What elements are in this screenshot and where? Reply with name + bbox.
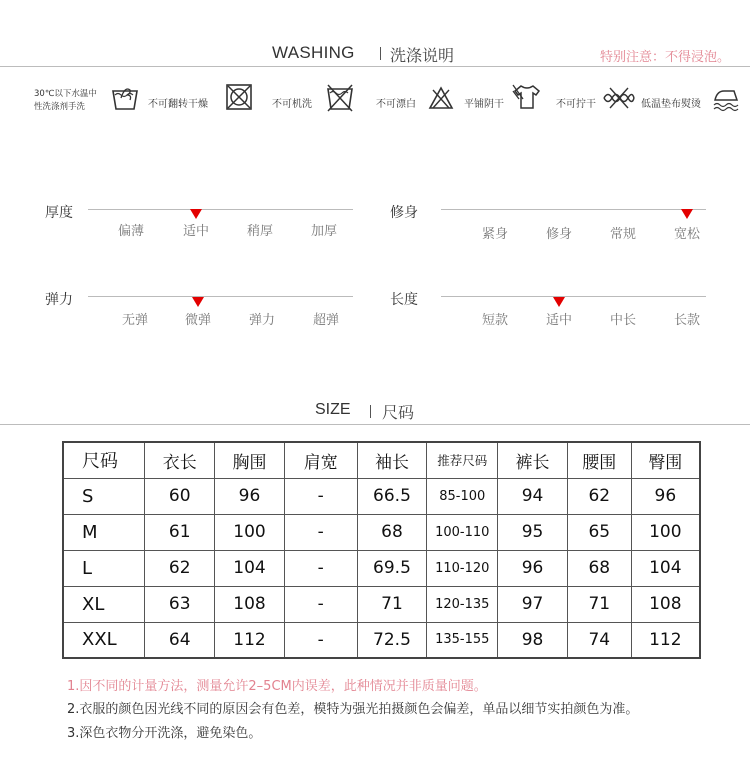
attr-option: 适中 bbox=[545, 313, 572, 328]
attr-option: 宽松 bbox=[673, 227, 700, 242]
table-row bbox=[63, 550, 700, 586]
attr-option: 中长 bbox=[609, 313, 636, 328]
header-cell: 裤长 bbox=[498, 442, 568, 478]
table-cell: 100 bbox=[215, 514, 285, 550]
table-cell: 112 bbox=[631, 622, 700, 658]
no-wring-icon bbox=[602, 86, 636, 110]
low-iron-label: 低温垫布熨烫 bbox=[641, 99, 701, 110]
header-cell: 腰围 bbox=[567, 442, 631, 478]
table-cell: 108 bbox=[215, 586, 285, 622]
no-machine-wash-icon bbox=[326, 82, 354, 112]
table-cell: XXL bbox=[63, 622, 145, 658]
table-cell: 65 bbox=[567, 514, 631, 550]
no-wring-label: 不可拧干 bbox=[556, 99, 596, 110]
table-cell: 61 bbox=[145, 514, 215, 550]
table-cell: 68 bbox=[357, 514, 427, 550]
washing-title-cn: 洗涤说明 bbox=[390, 46, 455, 65]
attr-label-elasticity: 弹力 bbox=[45, 292, 73, 308]
label-line: 30℃以下水温中 bbox=[34, 89, 97, 99]
attr-option: 长款 bbox=[673, 313, 700, 328]
no-bleach-icon bbox=[428, 86, 454, 110]
table-cell: L bbox=[63, 550, 145, 586]
attr-selected-marker bbox=[192, 297, 204, 307]
header-cell: 推荐尺码 bbox=[427, 442, 498, 478]
table-cell: 72.5 bbox=[357, 622, 427, 658]
attr-option: 加厚 bbox=[310, 224, 337, 239]
table-cell: 104 bbox=[631, 550, 700, 586]
flat-dry-label: 平铺阴干 bbox=[464, 99, 504, 110]
table-cell: - bbox=[284, 622, 357, 658]
attr-label-fit: 修身 bbox=[390, 205, 418, 221]
table-cell: 71 bbox=[357, 586, 427, 622]
table-cell: 62 bbox=[145, 550, 215, 586]
attr-option: 弹力 bbox=[248, 313, 275, 328]
table-cell: 96 bbox=[498, 550, 568, 586]
table-cell: 74 bbox=[567, 622, 631, 658]
attr-option: 短款 bbox=[481, 313, 508, 328]
header-cell: 臀围 bbox=[631, 442, 700, 478]
table-cell: 110-120 bbox=[427, 550, 498, 586]
washing-title-en: WASHING bbox=[272, 43, 355, 62]
title-divider bbox=[370, 405, 371, 418]
table-cell: 62 bbox=[567, 478, 631, 514]
attr-scale-line bbox=[88, 209, 353, 210]
flat-dry-shade-icon bbox=[511, 83, 543, 111]
table-cell: 69.5 bbox=[357, 550, 427, 586]
table-cell: 66.5 bbox=[357, 478, 427, 514]
table-cell: XL bbox=[63, 586, 145, 622]
table-cell: 96 bbox=[631, 478, 700, 514]
no-machine-wash-label: 不可机洗 bbox=[272, 99, 312, 110]
table-row bbox=[63, 586, 700, 622]
table-cell: 68 bbox=[567, 550, 631, 586]
table-cell: 96 bbox=[215, 478, 285, 514]
attr-scale-line bbox=[88, 296, 353, 297]
attr-scale-line bbox=[441, 209, 706, 210]
attr-selected-marker bbox=[190, 209, 202, 219]
table-cell: 60 bbox=[145, 478, 215, 514]
table-cell: 85-100 bbox=[427, 478, 498, 514]
table-cell: 135-155 bbox=[427, 622, 498, 658]
table-cell: 63 bbox=[145, 586, 215, 622]
size-divider-line bbox=[0, 424, 750, 425]
table-cell: M bbox=[63, 514, 145, 550]
header-cell: 尺码 bbox=[63, 442, 145, 478]
table-cell: 100 bbox=[631, 514, 700, 550]
attr-option: 紧身 bbox=[481, 227, 508, 242]
note-wash-separately: 3.深色衣物分开洗涤，避免染色。 bbox=[67, 726, 262, 741]
attr-option: 超弹 bbox=[312, 313, 339, 328]
header-cell: 衣长 bbox=[145, 442, 215, 478]
washing-warning-note: 特别注意：不得浸泡。 bbox=[600, 50, 731, 65]
table-cell: 120-135 bbox=[427, 586, 498, 622]
attr-option: 常规 bbox=[609, 227, 636, 242]
table-header-row bbox=[63, 442, 700, 478]
attr-label-thickness: 厚度 bbox=[45, 205, 73, 221]
attr-selected-marker bbox=[553, 297, 565, 307]
table-cell: - bbox=[284, 478, 357, 514]
table-cell: S bbox=[63, 478, 145, 514]
wash-instruction-label bbox=[34, 88, 97, 114]
table-cell: - bbox=[284, 550, 357, 586]
attr-option: 微弹 bbox=[184, 313, 211, 328]
attr-option: 稍厚 bbox=[246, 224, 273, 239]
table-cell: 95 bbox=[498, 514, 568, 550]
no-tumble-dry-label: 不可翻转干燥 bbox=[148, 99, 208, 110]
header-cell: 胸围 bbox=[215, 442, 285, 478]
attr-selected-marker bbox=[681, 209, 693, 219]
header-cell: 袖长 bbox=[357, 442, 427, 478]
size-title-cn: 尺码 bbox=[382, 403, 415, 422]
table-cell: 98 bbox=[498, 622, 568, 658]
table-row bbox=[63, 514, 700, 550]
attr-option: 无弹 bbox=[121, 313, 148, 328]
table-row bbox=[63, 478, 700, 514]
hand-wash-icon bbox=[110, 82, 140, 112]
header-cell: 肩宽 bbox=[284, 442, 357, 478]
table-cell: 108 bbox=[631, 586, 700, 622]
size-table bbox=[62, 441, 701, 659]
attr-option: 适中 bbox=[182, 224, 209, 239]
no-tumble-dry-icon bbox=[225, 83, 253, 111]
table-cell: 97 bbox=[498, 586, 568, 622]
attr-option: 偏薄 bbox=[117, 224, 144, 239]
washing-divider-line bbox=[0, 66, 750, 67]
note-color-difference: 2.衣服的颜色因光线不同的原因会有色差，模特为强光拍摄颜色会偏差，单品以细节实拍颜色为准。 bbox=[67, 702, 639, 717]
no-bleach-label: 不可漂白 bbox=[376, 99, 416, 110]
label-line: 性洗涤剂手洗 bbox=[34, 102, 86, 112]
title-divider bbox=[380, 47, 381, 60]
note-measurement: 1.因不同的计量方法，测量允许2–5CM内误差，此种情况并非质量问题。 bbox=[67, 679, 487, 694]
table-cell: 71 bbox=[567, 586, 631, 622]
table-cell: 94 bbox=[498, 478, 568, 514]
table-cell: - bbox=[284, 514, 357, 550]
table-cell: 64 bbox=[145, 622, 215, 658]
attr-scale-line bbox=[441, 296, 706, 297]
low-iron-cloth-icon bbox=[712, 86, 740, 112]
table-cell: - bbox=[284, 586, 357, 622]
table-cell: 104 bbox=[215, 550, 285, 586]
table-cell: 112 bbox=[215, 622, 285, 658]
table-cell: 100-110 bbox=[427, 514, 498, 550]
table-row bbox=[63, 622, 700, 658]
size-title-en: SIZE bbox=[315, 401, 351, 418]
attr-option: 修身 bbox=[545, 227, 572, 242]
attr-label-length: 长度 bbox=[390, 292, 418, 308]
